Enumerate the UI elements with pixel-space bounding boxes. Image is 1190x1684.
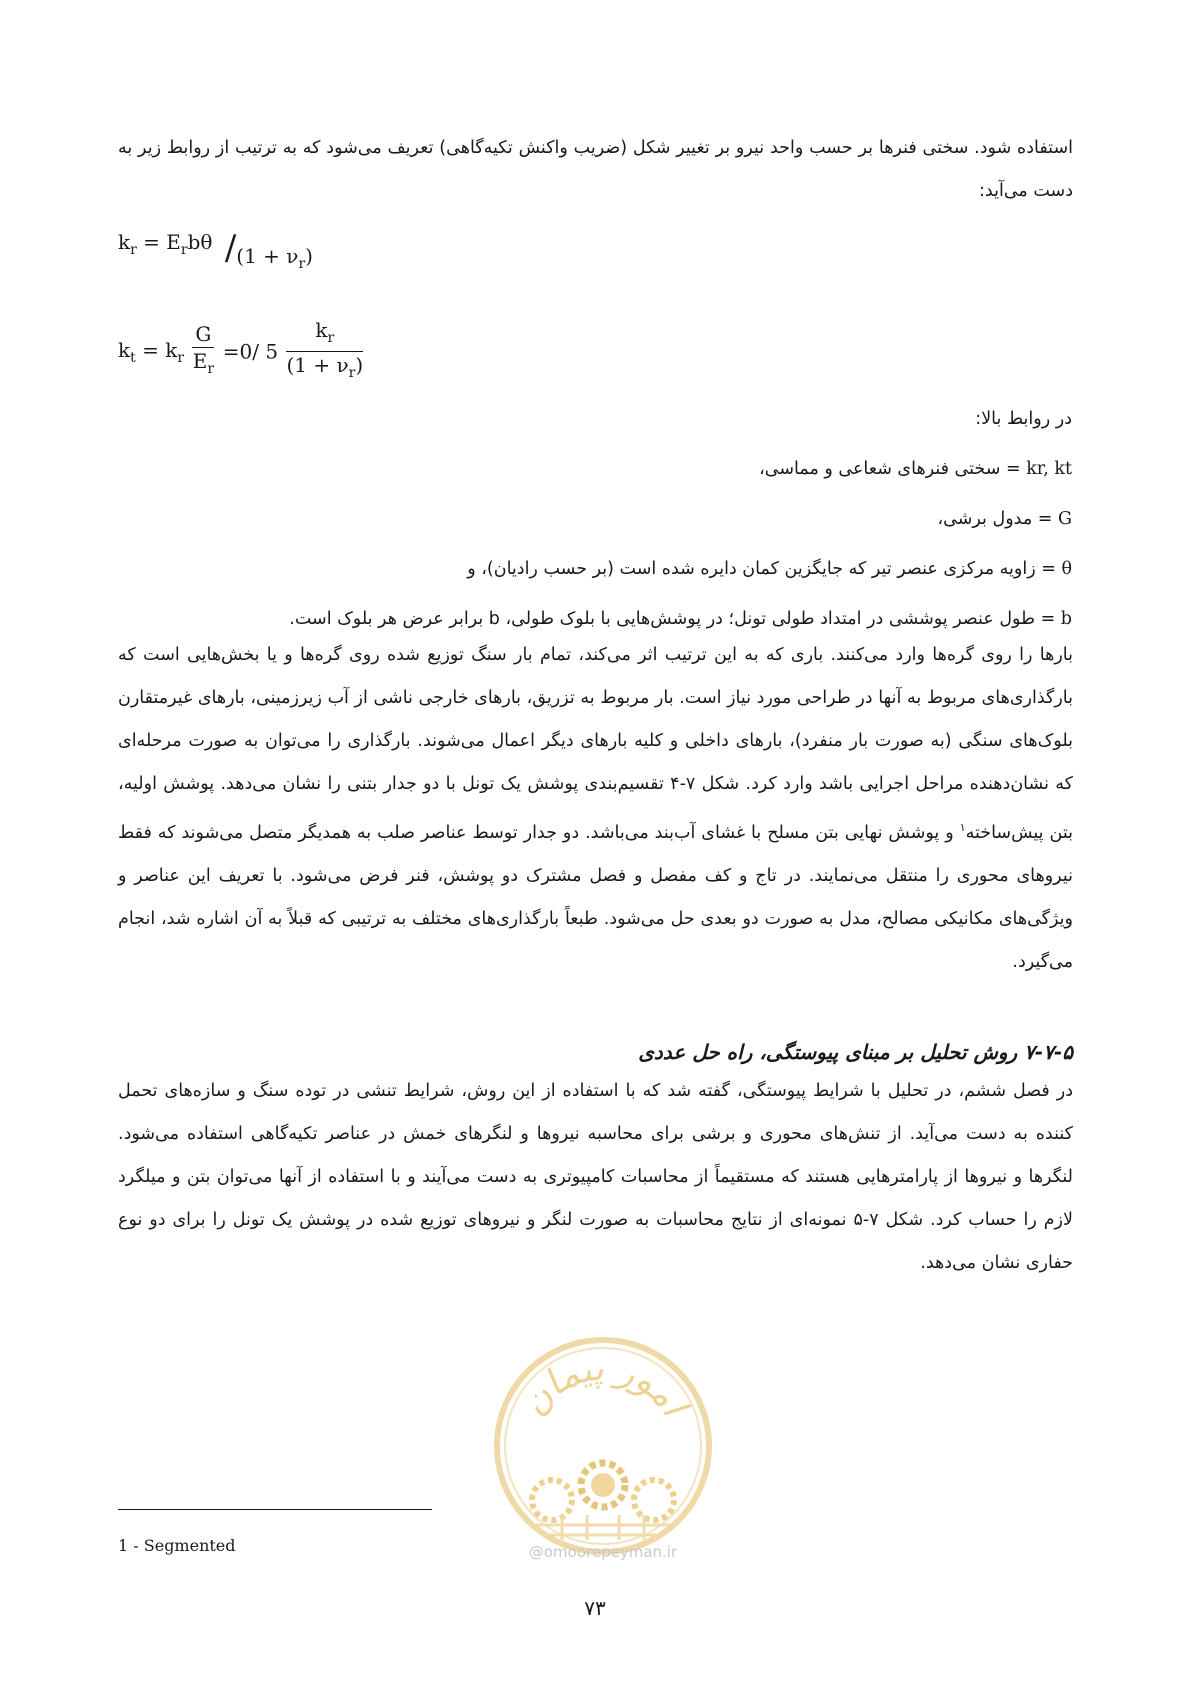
- page-number: ۷۳: [584, 1596, 606, 1620]
- definition-b: b = طول عنصر پوششی در امتداد طولی تونل؛ در پوشش‌هایی با بلوک طولی، b برابر عرض هر بلوک است.: [289, 609, 1072, 629]
- section-heading: ۷-۷-۵ روش تحلیل بر مبنای پیوستگی، راه حل عددی: [638, 1040, 1073, 1064]
- definitions-title: در روابط بالا:: [975, 409, 1072, 429]
- footnote: 1 - Segmented: [118, 1536, 236, 1555]
- equation-kt: $k_t = k_r$ $\frac{G}{E_r}$ =0/ 5 $\frac{k_r}{(1 + \nu_r)}$: [118, 318, 364, 381]
- definition-theta: θ = زاویه مرکزی عنصر تیر که جایگزین کمان دایره شده است (بر حسب رادیان)، و: [467, 559, 1072, 579]
- numerical-method-paragraph: در فصل ششم، در تحلیل با شرایط پیوستگی، گفته شد که با استفاده از این روش، شرایط تنشی در توده سنگ و سازه‌های تحمل کننده به دست می‌آید. از تنش‌های محوری و برشی برای محاسبه نیروها و لنگرهای خمش در عناصر تکیه‌گاهی استفاده می‌شود. لنگرها و نیروها از پارامترهایی هستند که مستقیماً از محاسبات کامپیوتری به دست می‌آیند و با استفاده از آنها می‌توان بتن و میلگرد لازم را حساب کرد. شکل ۷-۵ نمونه‌ای از نتایج محاسبات به صورت لنگر و نیروهای توزیع شده در پوشش یک تونل را برای دو نوع حفاری نشان می‌دهد.: [118, 1081, 1073, 1273]
- definition-g: G = مدول برشی،: [937, 509, 1072, 529]
- site-watermark: @omoorepeyman.ir: [528, 1543, 678, 1561]
- definition-kr-kt: kr, kt = سختی فنرهای شعاعی و مماسی،: [759, 459, 1072, 479]
- loading-paragraph: بارها را روی گره‌ها وارد می‌کنند. باری که به این ترتیب اثر می‌کند، تمام بار سنگ توزیع شده روی گره‌ها و یا بخش‌هایی است که بارگذاری‌های مربوط به آنها در طراحی مورد نیاز است. بار مربوط به تزریق، بارهای خارجی ناشی از آب زیرزمینی، بارهای غیرمتقارن بلوک‌های سنگی (به صورت بار منفرد)، بارهای داخلی و کلیه بارهای دیگر اعمال می‌شوند. بارگذاری را می‌توان به صورت مرحله‌ای که نشان‌دهنده مراحل اجرایی باشد وارد کرد. شکل ۷-۴ تقسیم‌بندی پوشش یک تونل با دو جدار بتنی را نشان می‌دهد. پوشش اولیه، بتن پیش‌ساخته$^۱$ و پوشش نهایی بتن مسلح با غشای آب‌بند می‌باشد. دو جدار توسط عناصر صلب به همدیگر متصل می‌شوند که فقط نیروهای محوری را منتقل می‌نمایند. در تاج و کف مفصل و فصل مشترک دو پوشش، فنر فرض می‌شود. با تعریف این عناصر و ویژگی‌های مکانیکی مصالح، مدل به صورت دو بعدی حل می‌شود. طبعاً بارگذاری‌های مختلف به ترتیبی که قبلاً به آن اشاره شد، انجام می‌گیرد.: [118, 645, 1074, 972]
- footnote-marker: ۱: [959, 821, 966, 834]
- svg-text:امور پیمان: امور پیمان: [513, 1347, 694, 1424]
- equation-kr: $k_r = E_rb\theta$ ∕(1 + $\nu_r$): [118, 228, 313, 272]
- intro-paragraph: استفاده شود. سختی فنرها بر حسب واحد نیرو بر تغییر شکل (ضریب واکنش تکیه‌گاهی) تعریف می‌شود که به ترتیب از روابط زیر به دست می‌آید:: [118, 138, 1073, 201]
- publisher-logo-watermark: [492, 1335, 714, 1557]
- footnote-separator: [118, 1509, 432, 1510]
